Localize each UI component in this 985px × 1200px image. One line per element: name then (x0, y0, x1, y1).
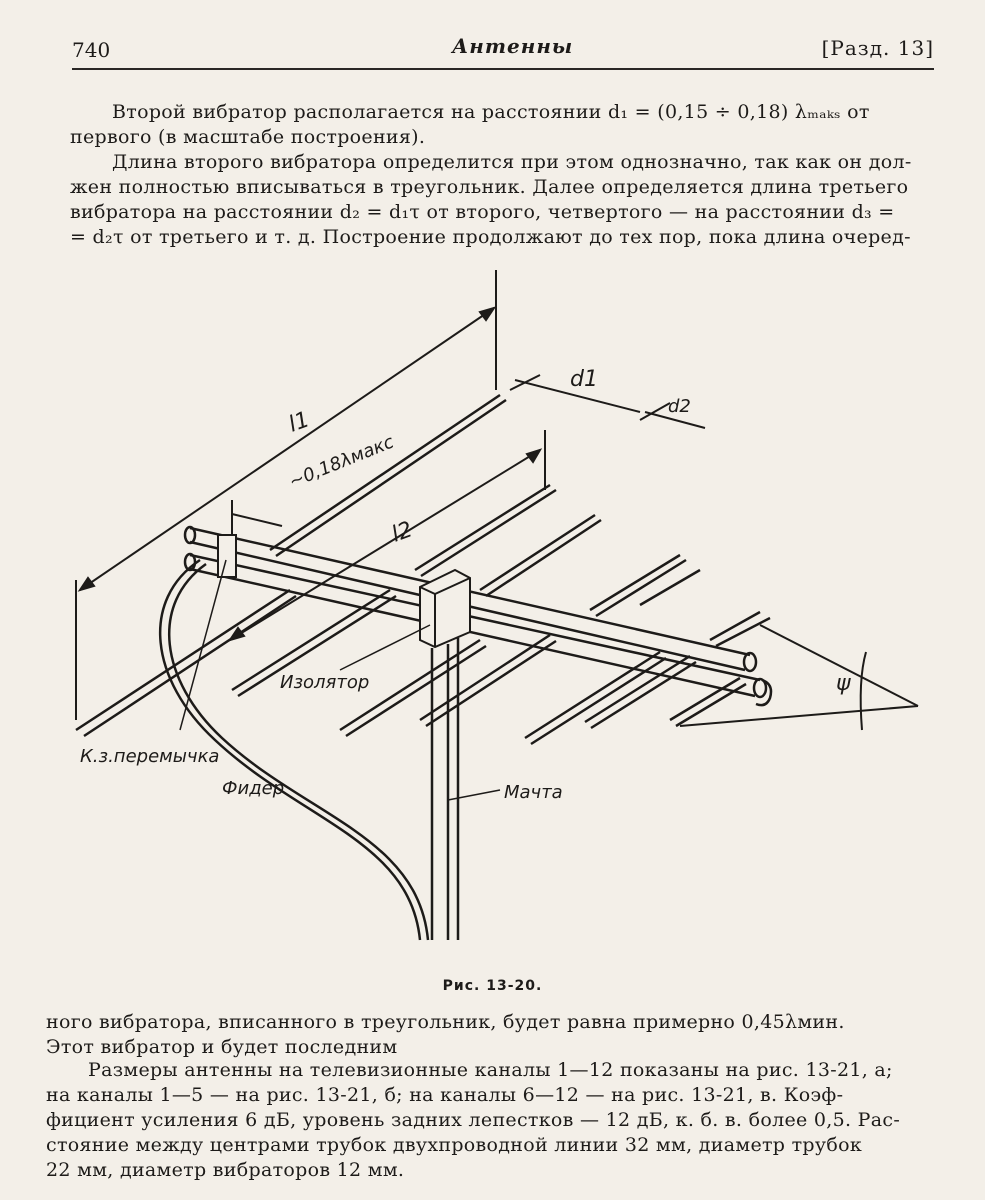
tube-bend (756, 680, 771, 705)
paragraph-4 (46, 1058, 926, 1183)
text-line: первого (в масштабе построения). (70, 126, 426, 148)
vibrator-element (84, 596, 296, 736)
text-line: = d₂τ от третьего и т. д. Построение продолжают до тех пор, пока длина очеред- (70, 226, 911, 248)
arrow-head (480, 308, 494, 320)
label-spacing: ~0,18λмакс (286, 431, 397, 493)
tube-end (185, 527, 195, 543)
label-feeder: Фидер (222, 778, 285, 799)
text-line: ного вибратора, вписанного в треугольник, будет равна примерно 0,45λмин. (46, 1011, 845, 1033)
figure-caption: Рис. 13-20. (442, 978, 543, 994)
section-reference: [Разд. 13] (821, 36, 934, 60)
vibrator-element (525, 652, 660, 738)
antenna-diagram (0, 260, 985, 960)
paragraph-1 (70, 100, 936, 150)
label-d1: d1 (570, 367, 598, 392)
leader-line (340, 625, 430, 670)
paragraph-3 (46, 1010, 926, 1060)
dimension-extension-line (510, 375, 540, 390)
paragraph-2 (70, 150, 936, 250)
label-l1: l1 (285, 407, 313, 438)
vibrator-element (676, 684, 746, 726)
leader-line (448, 790, 500, 800)
label-l2: l2 (388, 517, 416, 548)
vibrator-element (596, 560, 686, 616)
leader-line (180, 560, 226, 730)
text-line: Этот вибратор и будет последним (46, 1036, 398, 1058)
page-header (72, 32, 934, 70)
text-line: жен полностью вписываться в треугольник. Далее определяется длина третьего (70, 176, 909, 198)
text-line: 22 мм, диаметр вибраторов 12 мм. (46, 1159, 405, 1181)
text-line: Второй вибратор располагается на расстоянии d₁ = (0,15 ÷ 0,18) λₘₐₖₛ от (112, 101, 870, 123)
label-angle: ψ (836, 671, 851, 696)
text-line: фициент усиления 6 дБ, уровень задних лепестков — 12 дБ, к. б. в. более 0,5. Рас- (46, 1109, 901, 1131)
text-line: на каналы 1—5 — на рис. 13-21, б; на каналы 6—12 — на рис. 13-21, в. Коэф- (46, 1084, 844, 1106)
tube-end (744, 653, 756, 671)
vibrator-element (426, 641, 556, 726)
dimension-line-spacing (232, 514, 282, 526)
arrow-head (80, 578, 94, 590)
label-mast: Мачта (504, 782, 563, 803)
text-line: стояние между центрами трубок двухпроводной линии 32 мм, диаметр трубок (46, 1134, 863, 1156)
triangle-side (680, 706, 918, 726)
label-insulator: Изолятор (280, 672, 370, 693)
text-line: вибратора на расстоянии d₂ = d₁τ от второго, четвертого — на расстоянии d₃ = (70, 201, 895, 223)
text-line: Размеры антенны на телевизионные каналы 1—12 показаны на рис. 13-21, а; (88, 1059, 893, 1081)
vibrator-element (590, 555, 680, 610)
page-number: 740 (72, 38, 111, 62)
label-d2: d2 (668, 396, 691, 417)
arrow-head (527, 450, 540, 462)
vibrator-element (76, 590, 290, 730)
text-line: Длина второго вибратора определится при этом однозначно, так как он дол- (112, 151, 912, 173)
short-jumper-block (218, 535, 236, 577)
angle-arc (861, 652, 866, 730)
label-short-jumper: К.з.перемычка (80, 746, 220, 767)
chapter-title: Антенны (452, 34, 574, 58)
vibrator-element (486, 520, 601, 596)
